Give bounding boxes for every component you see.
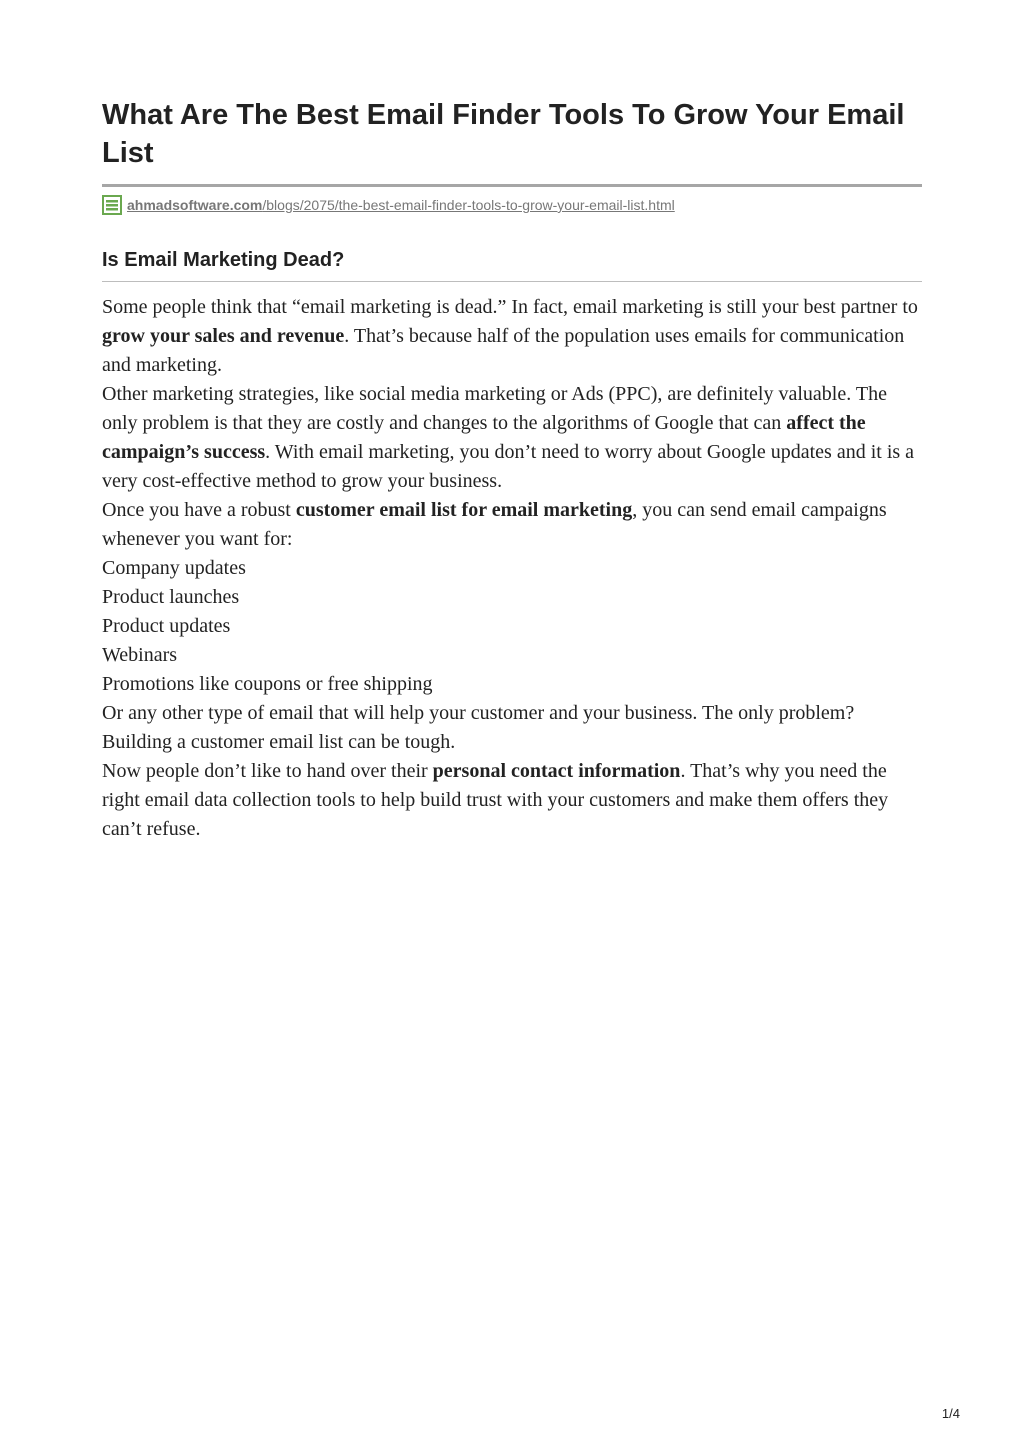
source-domain: ahmadsoftware.com (127, 197, 263, 213)
source-line (102, 195, 922, 215)
paragraph-4: Or any other type of email that will help your customer and your business. The only problem? Building a customer email list can be tough. (102, 702, 855, 753)
section-heading: Is Email Marketing Dead? (102, 249, 345, 271)
paragraph-1-text-c: . That’s because half of the population uses emails for communication and marketing. (102, 325, 905, 376)
list-item: Company updates (102, 557, 246, 579)
source-link[interactable] (127, 197, 675, 213)
paragraph-2-text-c: . With email marketing, you don’t need to worry about Google updates and it is a very cost-effective method to grow your business. (102, 441, 915, 492)
list-item: Webinars (102, 644, 178, 666)
article-body (102, 293, 922, 844)
document-page (102, 96, 922, 844)
list-item: Product updates (102, 615, 231, 637)
paragraph-3 (102, 496, 922, 554)
ahmadsoftware-logo-icon (102, 195, 122, 215)
paragraph-1-text-a: Some people think that “email marketing is dead.” In fact, email marketing is still your best partner to (102, 296, 918, 318)
source-path: /blogs/2075/the-best-email-finder-tools-to-grow-your-email-list.html (262, 197, 675, 213)
paragraph-3-text-c: , you can send email campaigns whenever you want for: (102, 499, 887, 550)
list-item: Product launches (102, 586, 240, 608)
paragraph-2-text-a: Other marketing strategies, like social media marketing or Ads (PPC), are definitely valuable. The only problem is that they are costly and changes to the algorithms of Google that can (102, 383, 887, 434)
page-title: What Are The Best Email Finder Tools To Grow Your Email List (102, 99, 905, 169)
paragraph-1 (102, 293, 922, 380)
paragraph-5-text-c: . That’s why you need the right email data collection tools to help build trust with your customers and make them offers they can’t refuse. (102, 760, 889, 840)
paragraph-3-text-a: Once you have a robust (102, 499, 296, 521)
paragraph-1-bold: grow your sales and revenue (102, 325, 345, 347)
paragraph-5 (102, 757, 922, 844)
section-divider (102, 281, 922, 282)
page-number: 1/4 (941, 1406, 960, 1421)
paragraph-2-bold: affect the campaign’s success (102, 412, 866, 463)
paragraph-2 (102, 380, 922, 496)
paragraph-5-text-a: Now people don’t like to hand over their (102, 760, 433, 782)
title-divider (102, 184, 922, 187)
list-item: Promotions like coupons or free shipping (102, 673, 433, 695)
paragraph-5-bold: personal contact information (432, 760, 681, 782)
paragraph-3-bold: customer email list for email marketing (295, 499, 633, 521)
